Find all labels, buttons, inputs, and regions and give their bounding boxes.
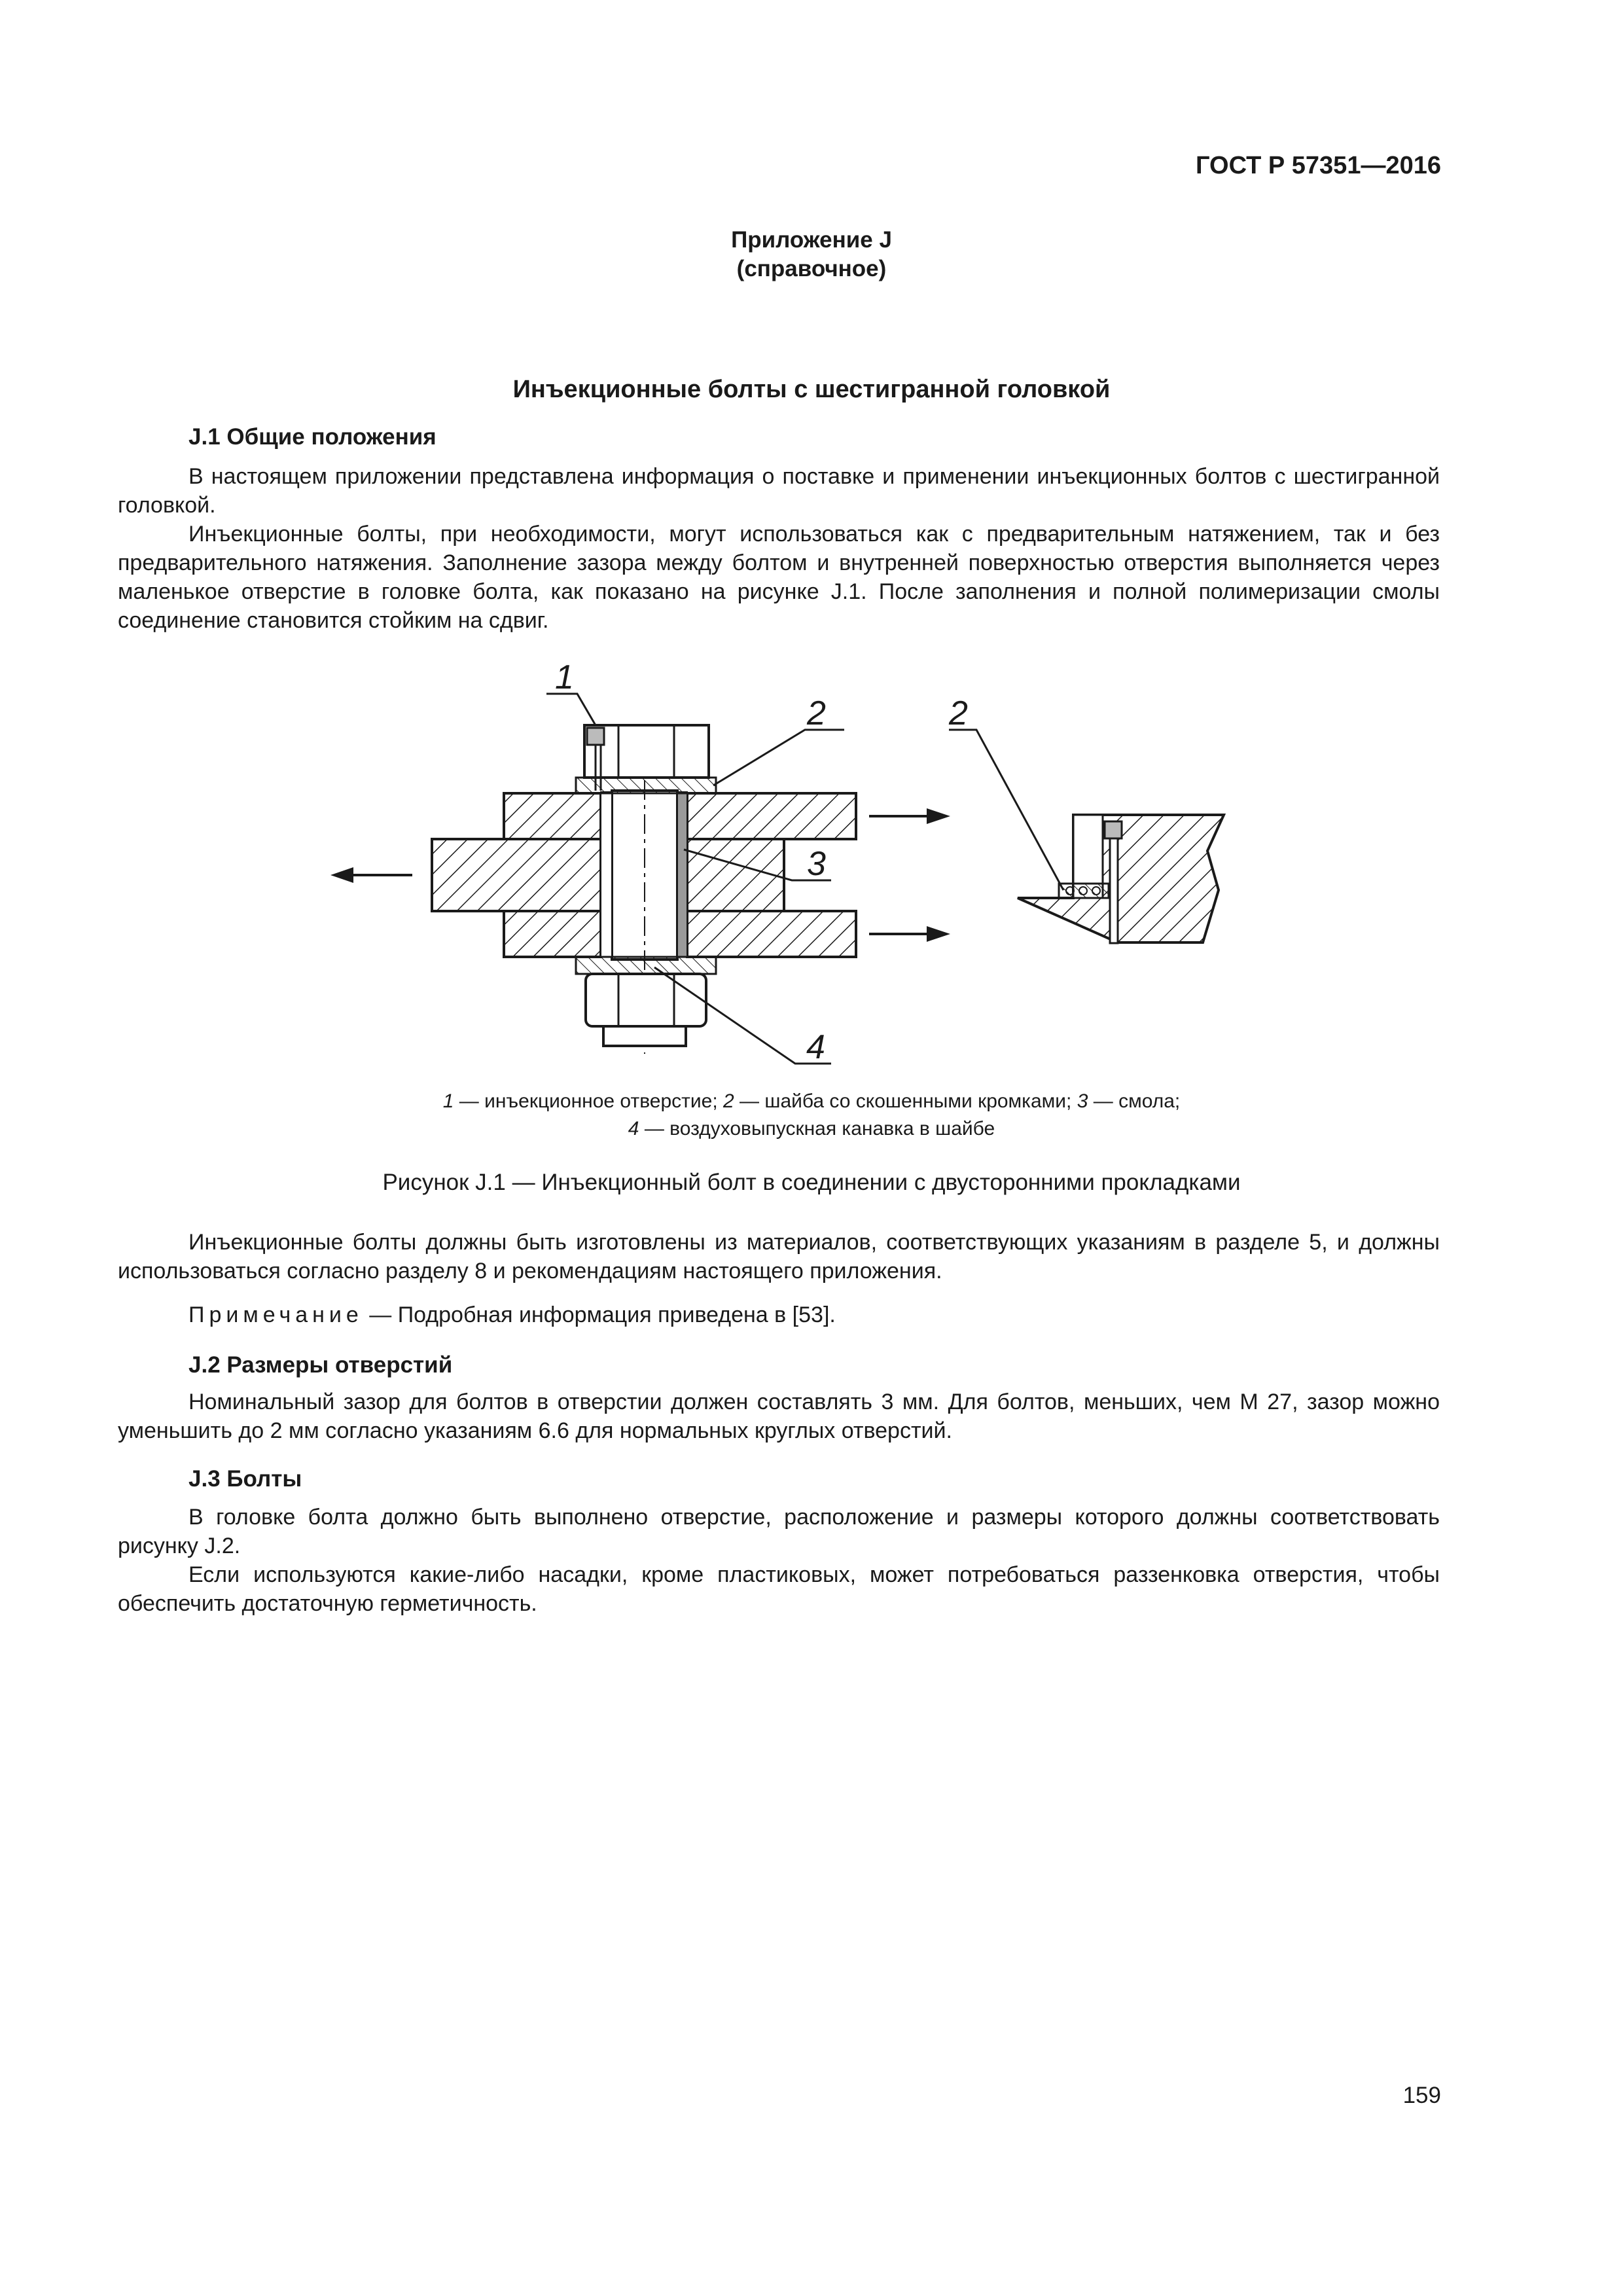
- legend-num-3: 3: [1077, 1090, 1088, 1112]
- paragraph: В головке болта должно быть выполнено отверстие, расположение и размеры которого должны соответствовать рисунку J.2.: [118, 1505, 1440, 1558]
- force-arrow-right-lower: [869, 926, 950, 942]
- top-washer: [576, 778, 716, 793]
- detail-view: [949, 730, 1224, 943]
- callout-1: 1: [555, 658, 574, 696]
- legend-num-1: 1: [442, 1090, 454, 1112]
- after-figure-text: [118, 1228, 1440, 1285]
- note-text: — Подробная информация приведена в [53].: [363, 1302, 836, 1327]
- annex-heading: [0, 226, 1623, 283]
- force-arrow-left: [330, 867, 412, 883]
- figure-legend: [0, 1088, 1623, 1143]
- figure-j1-drawing: [0, 655, 1623, 1086]
- section-heading-j3: J.3 Болты: [188, 1466, 302, 1492]
- note-label: Примечание: [188, 1302, 363, 1327]
- paragraph: В настоящем приложении представлена информация о поставке и применении инъекционных болтов с шестигранной головкой.: [118, 464, 1440, 518]
- detail-callout-2: 2: [949, 694, 968, 732]
- nut: [586, 974, 706, 1046]
- callout-2: 2: [807, 694, 826, 732]
- annex-status: (справочное): [736, 256, 887, 281]
- bottom-washer: [576, 957, 716, 974]
- annex-title: Приложение J: [731, 227, 892, 253]
- note: [188, 1302, 836, 1328]
- section-j3-body: [118, 1503, 1440, 1618]
- section-j2-body: [118, 1388, 1440, 1445]
- paragraph: Номинальный зазор для болтов в отверстии должен составлять 3 мм. Для болтов, меньших, чем М 27, зазор можно уменьшить до 2 мм согласно указаниям 6.6 для нормальных круглых отверстий.: [118, 1390, 1440, 1443]
- legend-num-4: 4: [628, 1118, 639, 1139]
- callout-4: 4: [806, 1028, 825, 1066]
- paragraph: Если используются какие-либо насадки, кроме пластиковых, может потребоваться раззенковка отверстия, чтобы обеспечить достаточную герметичность.: [118, 1562, 1440, 1616]
- callout-3: 3: [807, 845, 826, 883]
- standard-number: ГОСТ Р 57351—2016: [1196, 152, 1441, 179]
- main-title: Инъекционные болты с шестигранной головкой: [512, 376, 1111, 403]
- paragraph: Инъекционные болты должны быть изготовлены из материалов, соответствующих указаниям в разделе 5, и должны использоваться согласно разделу 8 и рекомендациям настоящего приложения.: [118, 1230, 1440, 1283]
- legend-text-4: — воздуховыпускная канавка в шайбе: [639, 1118, 995, 1139]
- section-j1-body: [118, 462, 1440, 635]
- page-number: 159: [1402, 2083, 1441, 2108]
- section-heading-j2: J.2 Размеры отверстий: [188, 1352, 453, 1378]
- section-heading-j1: J.1 Общие положения: [188, 424, 437, 450]
- legend-text-1: — инъекционное отверстие;: [454, 1090, 724, 1112]
- force-arrow-right-upper: [869, 808, 950, 824]
- paragraph: Инъекционные болты, при необходимости, могут использоваться как с предварительным натяжением, так и без предварительного натяжения. Заполнение зазора между болтом и внутренней поверхностью отверстия выполняется через маленькое отверстие в головке болта, как показано на рисунке J.1. После заполнения и полной полимеризации смолы соединение становится стойким на сдвиг.: [118, 522, 1440, 633]
- figure-caption: Рисунок J.1 — Инъекционный болт в соединении с двусторонними прокладками: [382, 1170, 1241, 1195]
- legend-text-2: — шайба со скошенными кромками;: [734, 1090, 1077, 1112]
- legend-text-3: — смола;: [1088, 1090, 1181, 1112]
- legend-num-2: 2: [723, 1090, 734, 1112]
